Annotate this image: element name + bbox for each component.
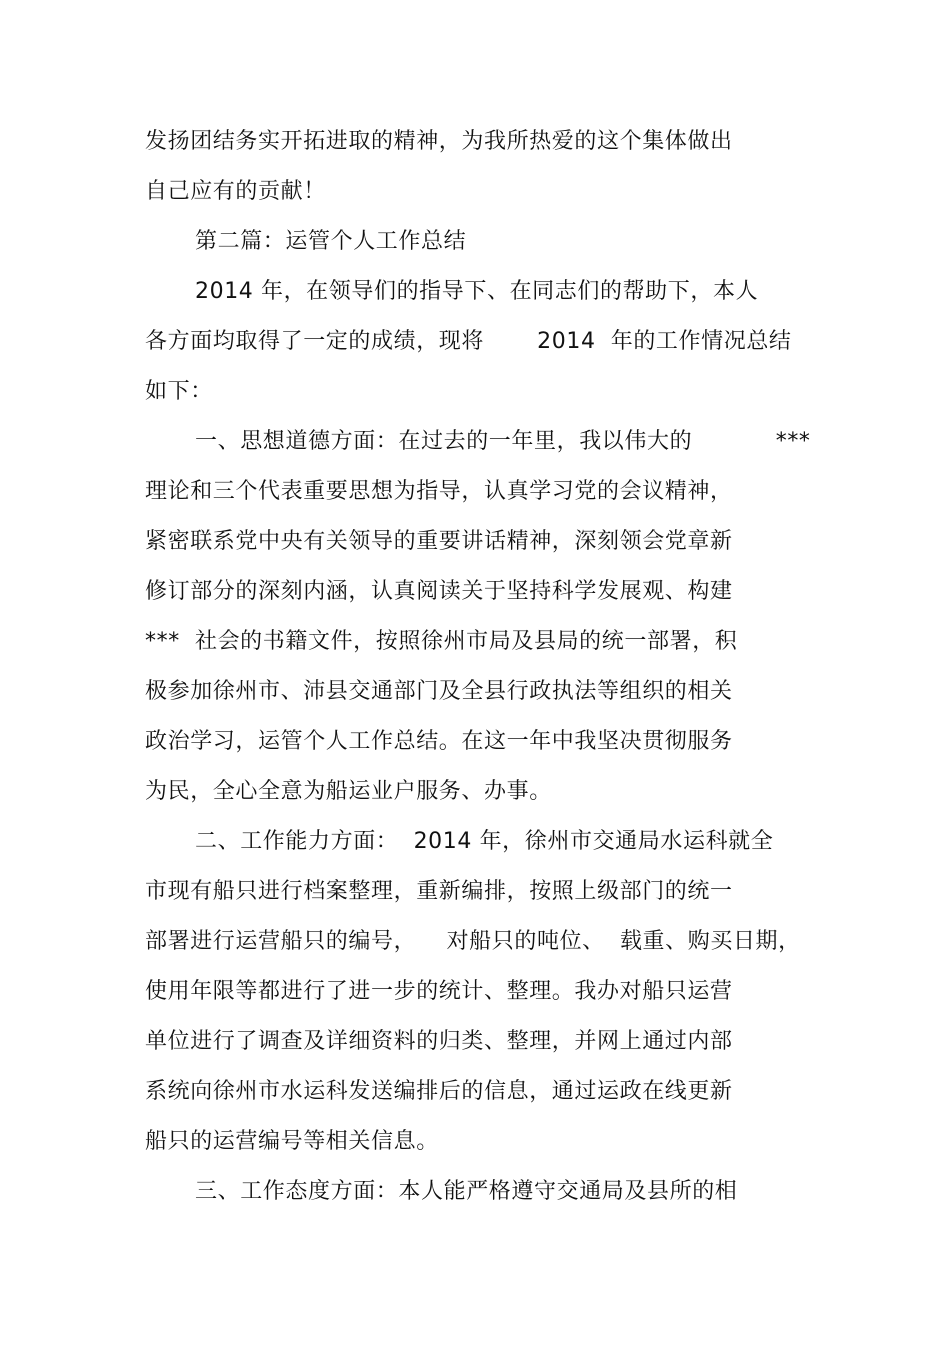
- text-line: 修订部分的深刻内涵，认真阅读关于坚持科学发展观、构建: [145, 579, 733, 604]
- text-line: 极参加徐州市、沛县交通部门及全县行政执法等组织的相关: [145, 679, 733, 704]
- text-line: 部署进行运营船只的编号， 对船只的吨位、 载重、购买日期，: [145, 929, 801, 954]
- text-line: 政治学习，运管个人工作总结。在这一年中我坚决贯彻服务: [145, 729, 733, 754]
- text-line: 使用年限等都进行了进一步的统计、整理。我办对船只运营: [145, 979, 733, 1004]
- text-line: *** 社会的书籍文件，按照徐州市局及县局的统一部署，积: [145, 629, 738, 654]
- text-line: 理论和三个代表重要思想为指导，认真学习党的会议精神，: [145, 479, 733, 504]
- text-line: 单位进行了调查及详细资料的归类、整理，并网上通过内部: [145, 1029, 733, 1054]
- text-line: 发扬团结务实开拓进取的精神，为我所热爱的这个集体做出: [145, 129, 733, 154]
- text-line: 为民，全心全意为船运业户服务、办事。: [145, 779, 552, 804]
- text-line: 各方面均取得了一定的成绩，现将 2014 年的工作情况总结: [145, 329, 792, 354]
- text-line: 如下：: [145, 379, 213, 404]
- text-line: 系统向徐州市水运科发送编排后的信息，通过运政在线更新: [145, 1079, 733, 1104]
- text-line: 一、思想道德方面：在过去的一年里，我以伟大的 ***: [195, 429, 811, 454]
- text-line: 船只的运营编号等相关信息。: [145, 1129, 439, 1154]
- text-line: 二、工作能力方面： 2014 年，徐州市交通局水运科就全: [195, 829, 774, 854]
- text-line: 2014 年，在领导们的指导下、在同志们的帮助下，本人: [195, 279, 759, 304]
- text-line: 市现有船只进行档案整理，重新编排，按照上级部门的统一: [145, 879, 733, 904]
- text-line: 紧密联系党中央有关领导的重要讲话精神，深刻领会党章新: [145, 529, 733, 554]
- text-line: 三、工作态度方面：本人能严格遵守交通局及县所的相: [195, 1179, 738, 1204]
- section-heading: 第二篇：运管个人工作总结: [195, 229, 467, 254]
- text-line: 自己应有的贡献！: [145, 179, 326, 204]
